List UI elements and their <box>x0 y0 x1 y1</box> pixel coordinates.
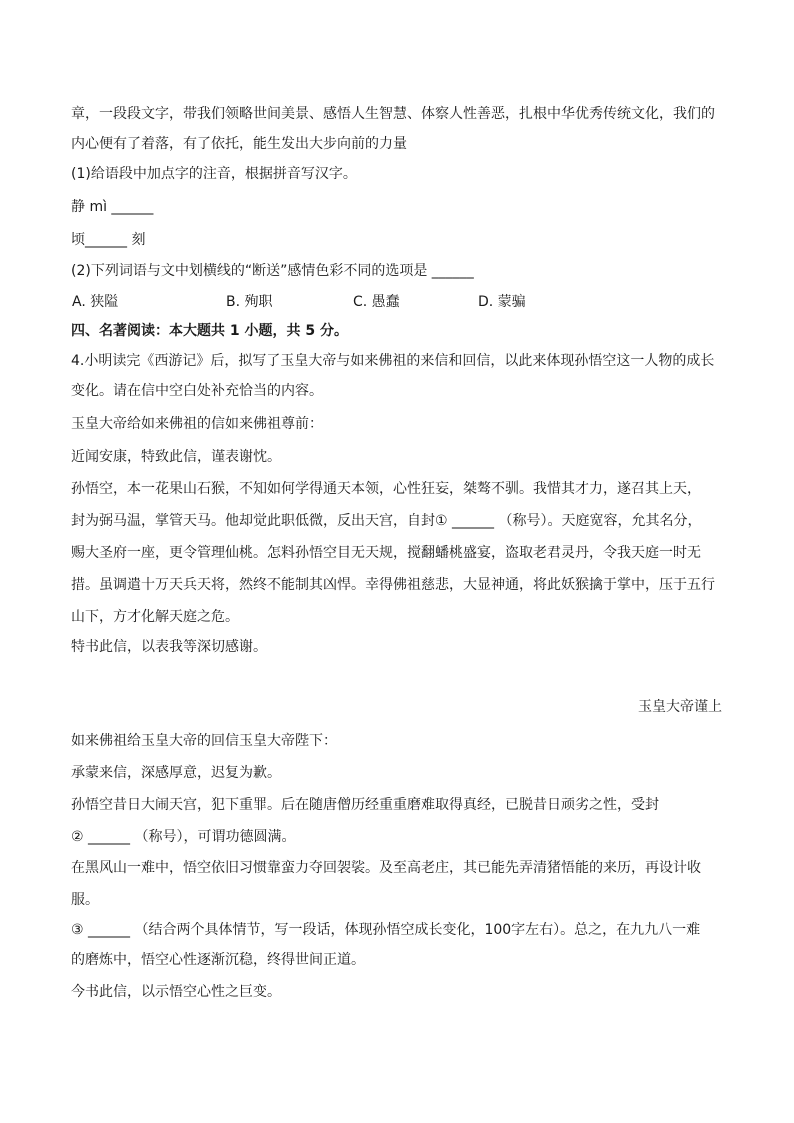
text-line-l11: 玉皇大帝给如来佛祖的信如来佛祖尊前： <box>71 416 323 432</box>
text-line-l17: 山下，方才化解天庭之危。 <box>71 609 239 625</box>
text-line-l10: 变化。请在信中空白处补充恰当的内容。 <box>71 383 323 399</box>
text-line-l02: 内心便有了着落，有了依托，能生发出大步向前的力量 <box>71 136 407 152</box>
text-line-l04: 静 mì ______ <box>71 199 154 215</box>
option-opt-c: C. 愚蠢 <box>353 294 400 310</box>
text-line-l01: 章，一段段文字，带我们领略世间美景、感悟人生智慧、体察人性善恶，扎根中华优秀传统文化，我们的 <box>71 106 715 122</box>
text-line-l13: 孙悟空，本一花果山石猴，不知如何学得通天本领，心性狂妄，桀骜不驯。我惜其才力，遂召其上天， <box>71 481 701 497</box>
text-line-l16: 措。虽调遣十万天兵天将，然终不能制其凶悍。幸得佛祖慈悲，大显神通，将此妖猴擒于掌中，压于五行 <box>71 577 715 593</box>
text-line-l06: (2)下列词语与文中划横线的“断送”感情色彩不同的选项是 ______ <box>71 263 474 279</box>
option-opt-d: D. 蒙骗 <box>478 294 526 310</box>
text-line-l26: ③ ______ （结合两个具体情节，写一段话，体现孙悟空成长变化，100字左右）。总之，在九九八一难 <box>71 922 701 938</box>
text-line-l21: 承蒙来信，深感厚意，迟复为歉。 <box>71 765 281 781</box>
text-line-l12: 近闻安康，特致此信，谨表谢忱。 <box>71 449 281 465</box>
text-line-l08: 四、名著阅读：本大题共 1 小题，共 5 分。 <box>71 323 348 339</box>
letter-signature: 玉皇大帝谨上 <box>638 699 722 715</box>
text-line-l23: ② ______ （称号），可谓功德圆满。 <box>71 829 296 845</box>
text-line-l03: (1)给语段中加点字的注音，根据拼音写汉字。 <box>71 166 357 182</box>
text-line-l24: 在黑风山一难中，悟空依旧习惯靠蛮力夺回袈裟。及至高老庄，其已能先弄清猪悟能的来历，再设计收 <box>71 860 701 876</box>
text-line-l18: 特书此信，以表我等深切感谢。 <box>71 639 267 655</box>
text-line-l28: 今书此信，以示悟空心性之巨变。 <box>71 984 281 1000</box>
text-line-l20: 如来佛祖给玉皇大帝的回信玉皇大帝陛下： <box>71 733 337 749</box>
option-opt-a: A. 狭隘 <box>72 294 119 310</box>
text-line-l09: 4.小明读完《西游记》后，拟写了玉皇大帝与如来佛祖的来信和回信，以此来体现孙悟空这一人物的成长 <box>71 353 715 369</box>
text-line-l22: 孙悟空昔日大闹天宫，犯下重罪。后在随唐僧历经重重磨难取得真经，已脱昔日顽劣之性，受封 <box>71 797 659 813</box>
text-line-l05: 顷______ 刻 <box>71 232 146 248</box>
text-line-l27: 的磨炼中，悟空心性逐渐沉稳，终得世间正道。 <box>71 952 365 968</box>
option-opt-b: B. 殉职 <box>226 294 273 310</box>
text-line-l25: 服。 <box>71 892 99 908</box>
text-line-l14: 封为弼马温，掌管天马。他却觉此职低微，反出天宫，自封① ______ （称号）。天庭宽容，允其名分， <box>71 513 702 529</box>
text-line-l15: 赐大圣府一座，更令管理仙桃。怎料孙悟空目无天规，搅翻蟠桃盛宴，盗取老君灵丹，令我天庭一时无 <box>71 545 701 561</box>
